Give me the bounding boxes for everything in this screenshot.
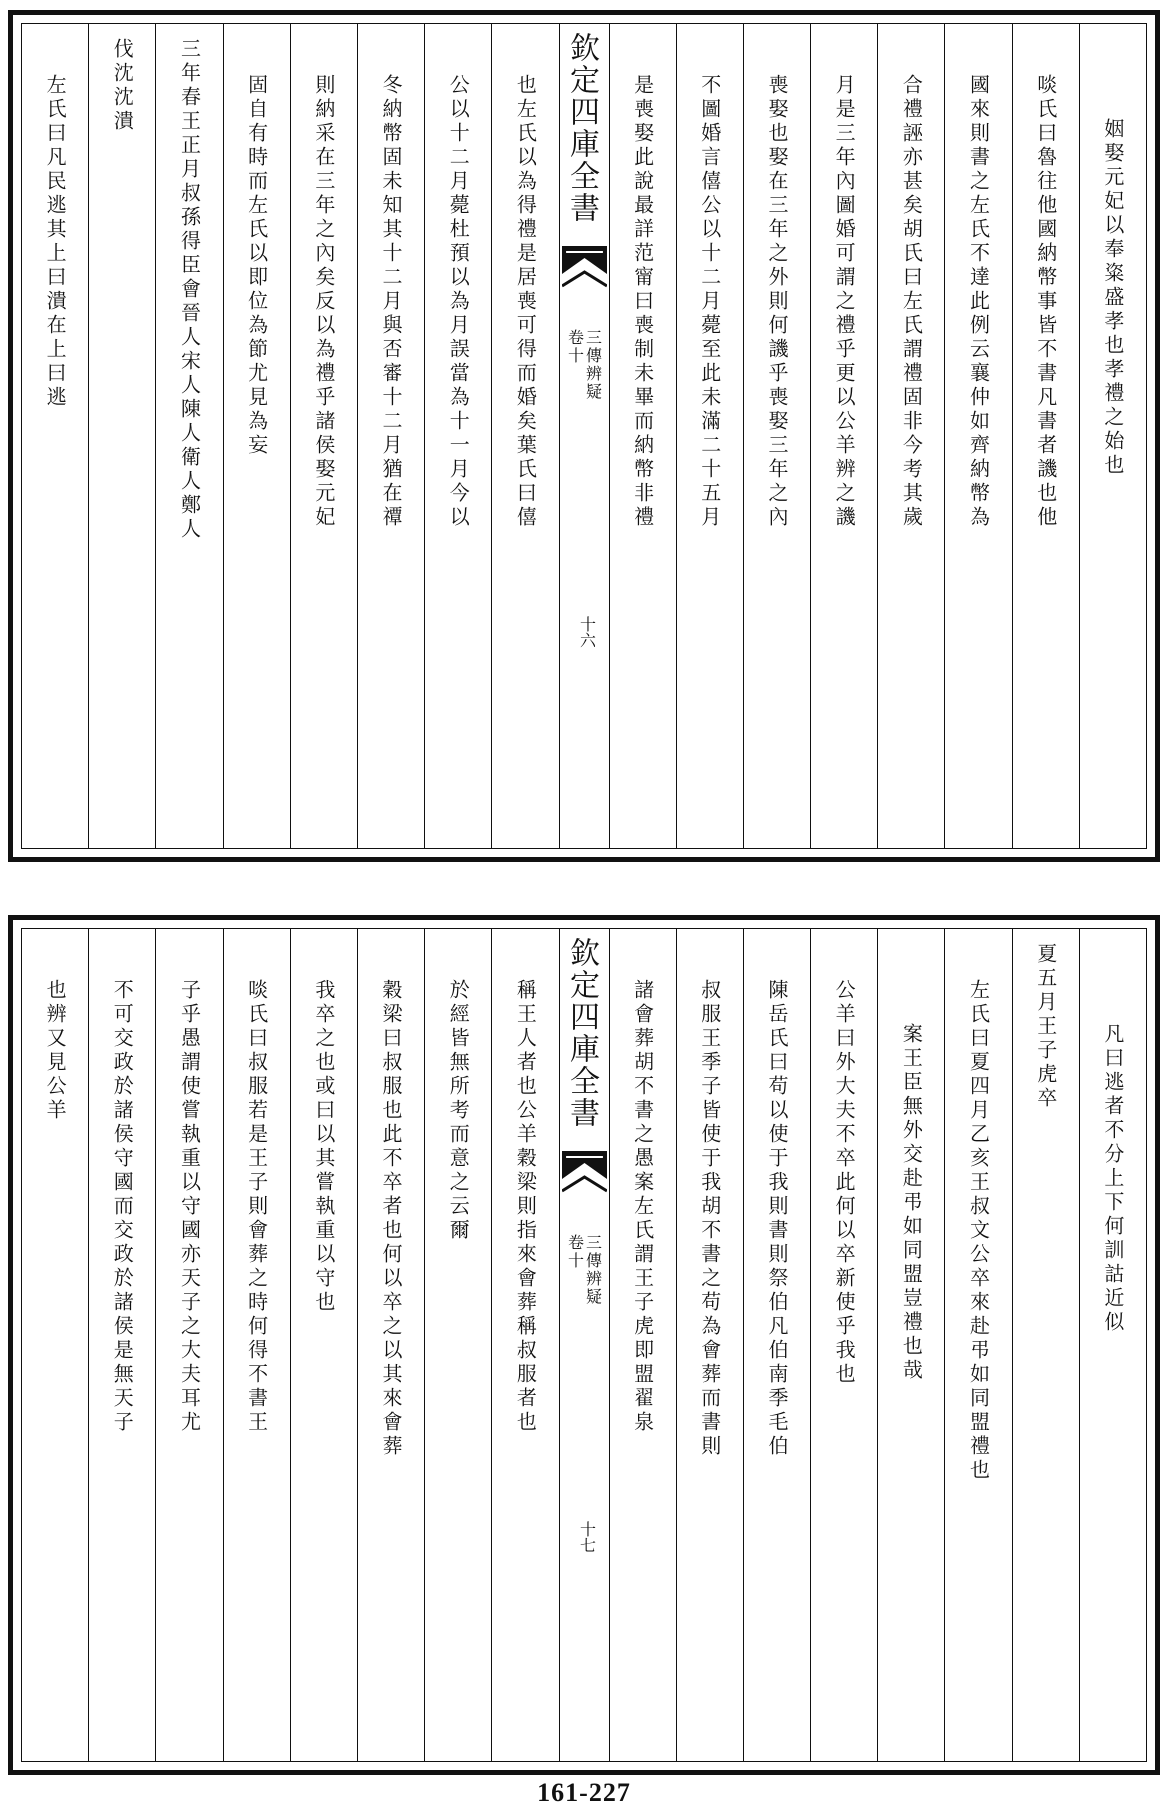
column-text: 我卒之也或曰以其嘗執重以守也 — [311, 979, 336, 1315]
text-column — [424, 929, 491, 1761]
text-column — [1012, 24, 1079, 848]
text-column — [491, 24, 558, 848]
juan-number: 卷十 — [565, 329, 585, 365]
text-column — [223, 24, 290, 848]
column-text: 夏五月王子虎卒 — [1033, 943, 1058, 1111]
column-text: 冬納幣固未知其十二月與否審十二月猶在禫 — [379, 74, 404, 530]
top-page-columns — [21, 23, 1147, 849]
text-column — [676, 929, 743, 1761]
text-column — [810, 24, 877, 848]
column-text: 固自有時而左氏以即位為節尤見為妄 — [244, 74, 269, 458]
column-text: 不可交政於諸侯守國而交政於諸侯是無天子 — [110, 979, 135, 1435]
text-column — [944, 24, 1011, 848]
text-column — [1079, 929, 1146, 1761]
column-text: 也左氏以為得禮是居喪可得而婚矣葉氏曰僖 — [513, 74, 538, 530]
text-column — [743, 929, 810, 1761]
text-column — [290, 24, 357, 848]
text-column — [357, 929, 424, 1761]
column-text: 則納采在三年之內矣反以為禮乎諸侯娶元妃 — [311, 74, 336, 530]
text-column — [88, 929, 155, 1761]
top-page — [8, 10, 1160, 862]
column-text: 是喪娶此說最詳范甯曰喪制未畢而納幣非禮 — [630, 74, 655, 530]
bottom-page — [8, 915, 1160, 1775]
text-column — [88, 24, 155, 848]
column-text: 陳岳氏曰苟以使于我則書則祭伯凡伯南季毛伯 — [764, 979, 789, 1459]
column-text: 公羊曰外大夫不卒此何以卒新使乎我也 — [832, 979, 857, 1387]
center-fold-column — [559, 929, 609, 1761]
text-column — [290, 929, 357, 1761]
column-text: 三年春王正月叔孫得臣會晉人宋人陳人衛人鄭人 — [177, 38, 202, 542]
text-column — [676, 24, 743, 848]
text-column — [22, 929, 88, 1761]
column-text: 月是三年內圖婚可謂之禮乎更以公羊辨之譏 — [832, 74, 857, 530]
text-column — [491, 929, 558, 1761]
text-column — [609, 24, 676, 848]
column-text: 也辨又見公羊 — [43, 979, 68, 1123]
text-column — [155, 24, 222, 848]
book-title: 三傳辨疑 — [583, 329, 603, 401]
folio-number: 十七 — [577, 1521, 597, 1553]
text-column — [810, 929, 877, 1761]
fishtail-mark-icon — [562, 1151, 607, 1221]
fishtail-mark-icon — [562, 246, 607, 316]
text-column — [1079, 24, 1146, 848]
text-column — [944, 929, 1011, 1761]
column-text: 伐沈沈潰 — [110, 38, 135, 134]
page-code: 161-227 — [537, 1778, 631, 1807]
folio-number: 十六 — [577, 616, 597, 648]
column-text: 不圖婚言僖公以十二月薨至此未滿二十五月 — [697, 74, 722, 530]
column-text: 公以十二月薨杜預以為月誤當為十一月今以 — [446, 74, 471, 530]
column-text: 穀梁曰叔服也此不卒者也何以卒之以其來會葬 — [379, 979, 404, 1459]
center-fold-column — [559, 24, 609, 848]
column-text: 稱王人者也公羊穀梁則指來會葬稱叔服者也 — [513, 979, 538, 1435]
juan-number: 卷十 — [565, 1234, 585, 1270]
text-column — [155, 929, 222, 1761]
text-column — [609, 929, 676, 1761]
column-text: 案王臣無外交赴弔如同盟豈禮也哉 — [899, 1023, 924, 1383]
text-column — [223, 929, 290, 1761]
column-text: 諸會葬胡不書之愚案左氏謂王子虎即盟翟泉 — [630, 979, 655, 1435]
bottom-page-columns — [21, 928, 1147, 1762]
column-text: 左氏曰夏四月乙亥王叔文公卒來赴弔如同盟禮也 — [966, 979, 991, 1483]
column-text: 姻娶元妃以奉粢盛孝也孝禮之始也 — [1100, 118, 1125, 478]
column-text: 啖氏曰叔服若是王子則會葬之時何得不書王 — [244, 979, 269, 1435]
text-column — [357, 24, 424, 848]
column-text: 左氏曰凡民逃其上曰潰在上曰逃 — [43, 74, 68, 410]
column-text: 合禮誣亦甚矣胡氏曰左氏謂禮固非今考其歲 — [899, 74, 924, 530]
text-column — [743, 24, 810, 848]
collection-title: 欽定四庫全書 — [564, 32, 599, 224]
column-text: 子乎愚謂使嘗執重以守國亦天子之大夫耳尤 — [177, 979, 202, 1435]
column-text: 於經皆無所考而意之云爾 — [446, 979, 471, 1243]
text-column — [1012, 929, 1079, 1761]
text-column — [877, 929, 944, 1761]
text-column — [22, 24, 88, 848]
column-text: 啖氏曰魯往他國納幣事皆不書凡書者譏也他 — [1033, 74, 1058, 530]
column-text: 喪娶也娶在三年之外則何譏乎喪娶三年之內 — [764, 74, 789, 530]
column-text: 叔服王季子皆使于我胡不書之苟為會葬而書則 — [697, 979, 722, 1459]
text-column — [877, 24, 944, 848]
collection-title: 欽定四庫全書 — [564, 937, 599, 1129]
column-text: 國來則書之左氏不達此例云襄仲如齊納幣為 — [966, 74, 991, 530]
text-column — [424, 24, 491, 848]
column-text: 凡曰逃者不分上下何訓詁近似 — [1100, 1023, 1125, 1335]
book-title: 三傳辨疑 — [583, 1234, 603, 1306]
